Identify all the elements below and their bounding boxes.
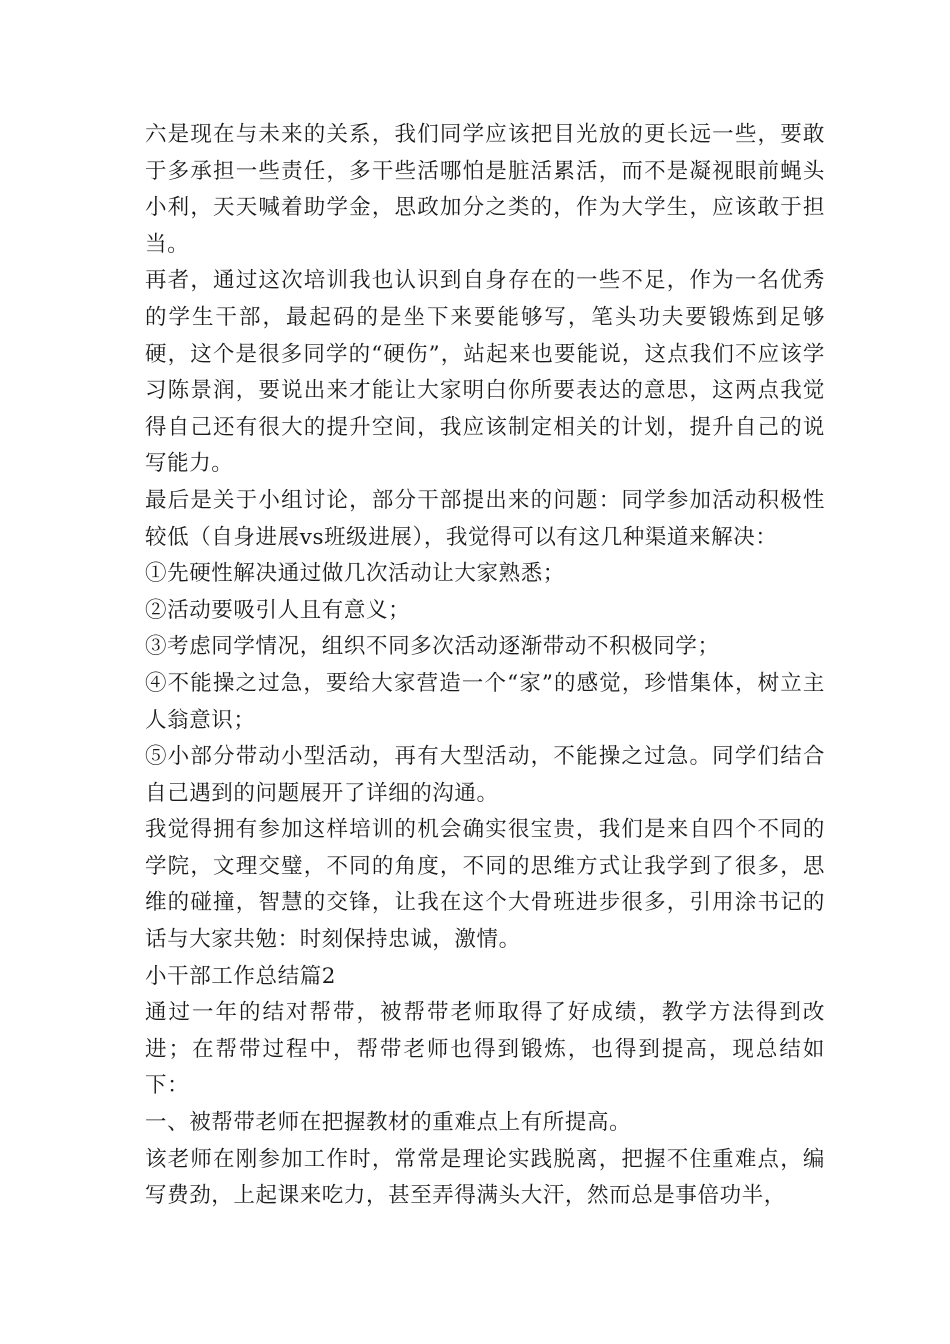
list-item-4: ④不能操之过急，要给大家营造一个“家”的感觉，珍惜集体，树立主人翁意识； [145, 670, 825, 733]
list-item-5: ⑤小部分带动小型活动，再有大型活动，不能操之过急。同学们结合自己遇到的问题展开了详细的沟通。 [145, 744, 825, 806]
section-heading: 小干部工作总结篇2 [145, 963, 337, 989]
paragraph-teacher-early: 该老师在刚参加工作时，常常是理论实践脱离，把握不住重难点，编写费劲，上起课来吃力，甚至弄得满头大汗，然而总是事倍功半， [145, 1146, 825, 1209]
paragraph-group-discussion: 最后是关于小组讨论，部分干部提出来的问题：同学参加活动积极性较低（自身进展vs班级进展），我觉得可以有这几种渠道来解决： [145, 487, 825, 550]
paragraph-mentoring-intro: 通过一年的结对帮带，被帮带老师取得了好成绩，教学方法得到改进；在帮带过程中，帮带老师也得到锻炼，也得到提高，现总结如下： [145, 1000, 825, 1099]
paragraph-training-value: 我觉得拥有参加这样培训的机会确实很宝贵，我们是来自四个不同的学院，文理交璧，不同的角度，不同的思维方式让我学到了很多，思维的碰撞，智慧的交锋，让我在这个大骨班进步很多，引用涂书记的话与大家共勉：时刻保持忠诚，激情。 [145, 817, 825, 953]
list-item-3: ③考虑同学情况，组织不同多次活动逐渐带动不积极同学； [145, 634, 720, 660]
list-item-2: ②活动要吸引人且有意义； [145, 597, 411, 623]
paragraph-future-relations: 六是现在与未来的关系，我们同学应该把目光放的更长远一些，要敢于多承担一些责任，多干些活哪怕是脏活累活，而不是凝视眼前蝇头小利，天天喊着助学金，思政加分之类的，作为大学生，应该敢于担当。 [145, 122, 825, 257]
document-body [145, 117, 825, 1215]
list-item-1: ①先硬性解决通过做几次活动让大家熟悉； [145, 561, 565, 587]
paragraph-self-shortcomings: 再者，通过这次培训我也认识到自身存在的一些不足，作为一名优秀的学生干部，最起码的是坐下来要能够写，笔头功夫要锻炼到足够硬，这个是很多同学的“硬伤”，站起来也要能说，这点我们不应该学习陈景润，要说出来才能让大家明白你所要表达的意思，这两点我觉得自己还有很大的提升空间，我应该制定相关的计划，提升自己的说写能力。 [145, 268, 825, 477]
subheading-point-one: 一、被帮带老师在把握教材的重难点上有所提高。 [145, 1110, 632, 1136]
